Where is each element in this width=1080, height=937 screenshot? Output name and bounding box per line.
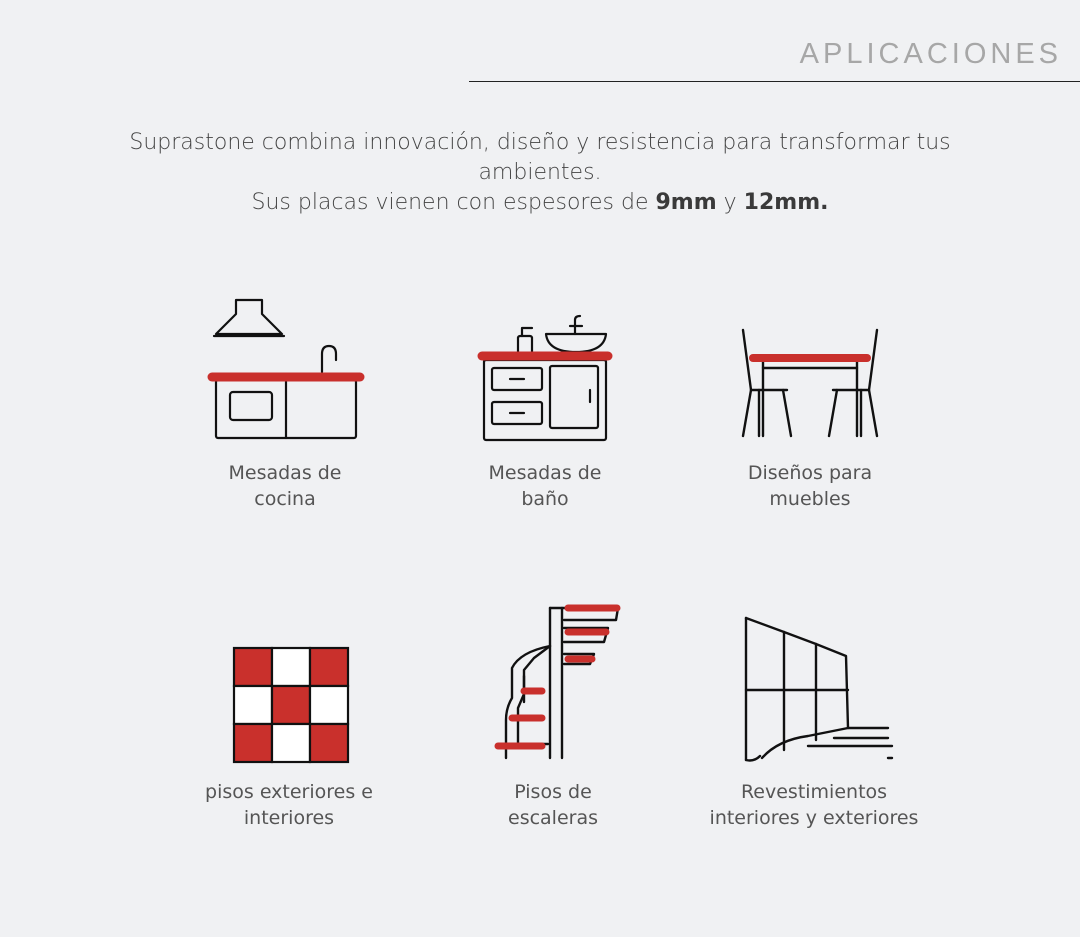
table-chairs-icon xyxy=(735,320,885,450)
caption-furniture: Diseños para muebles xyxy=(747,462,873,510)
caption-stairs: Pisos de escaleras xyxy=(508,781,598,829)
caption-floors: pisos exteriores e interiores xyxy=(205,781,373,829)
thickness-12mm: 12mm. xyxy=(743,190,829,215)
bathroom-vanity-icon xyxy=(472,290,622,450)
spiral-stairs-icon xyxy=(490,598,630,768)
title-divider xyxy=(469,81,1080,82)
thickness-9mm: 9mm xyxy=(655,190,717,215)
page-title: APLICACIONES xyxy=(799,38,1062,70)
intro-line-1: Suprastone combina innovación, diseño y resistencia para transformar tus ambientes. xyxy=(129,130,951,185)
checker-floor-icon xyxy=(231,645,351,765)
caption-cladding: Revestimientos interiores y exteriores xyxy=(709,781,919,829)
wall-cladding-icon xyxy=(738,610,898,770)
intro-line-2 xyxy=(90,188,990,218)
kitchen-counter-icon xyxy=(200,290,370,450)
intro-line-2-prefix: Sus placas vienen con espesores de xyxy=(251,190,656,215)
caption-bathroom: Mesadas de baño xyxy=(488,462,602,510)
intro-text xyxy=(90,128,990,218)
thickness-connector: y xyxy=(723,190,737,215)
caption-kitchen: Mesadas de cocina xyxy=(228,462,342,510)
